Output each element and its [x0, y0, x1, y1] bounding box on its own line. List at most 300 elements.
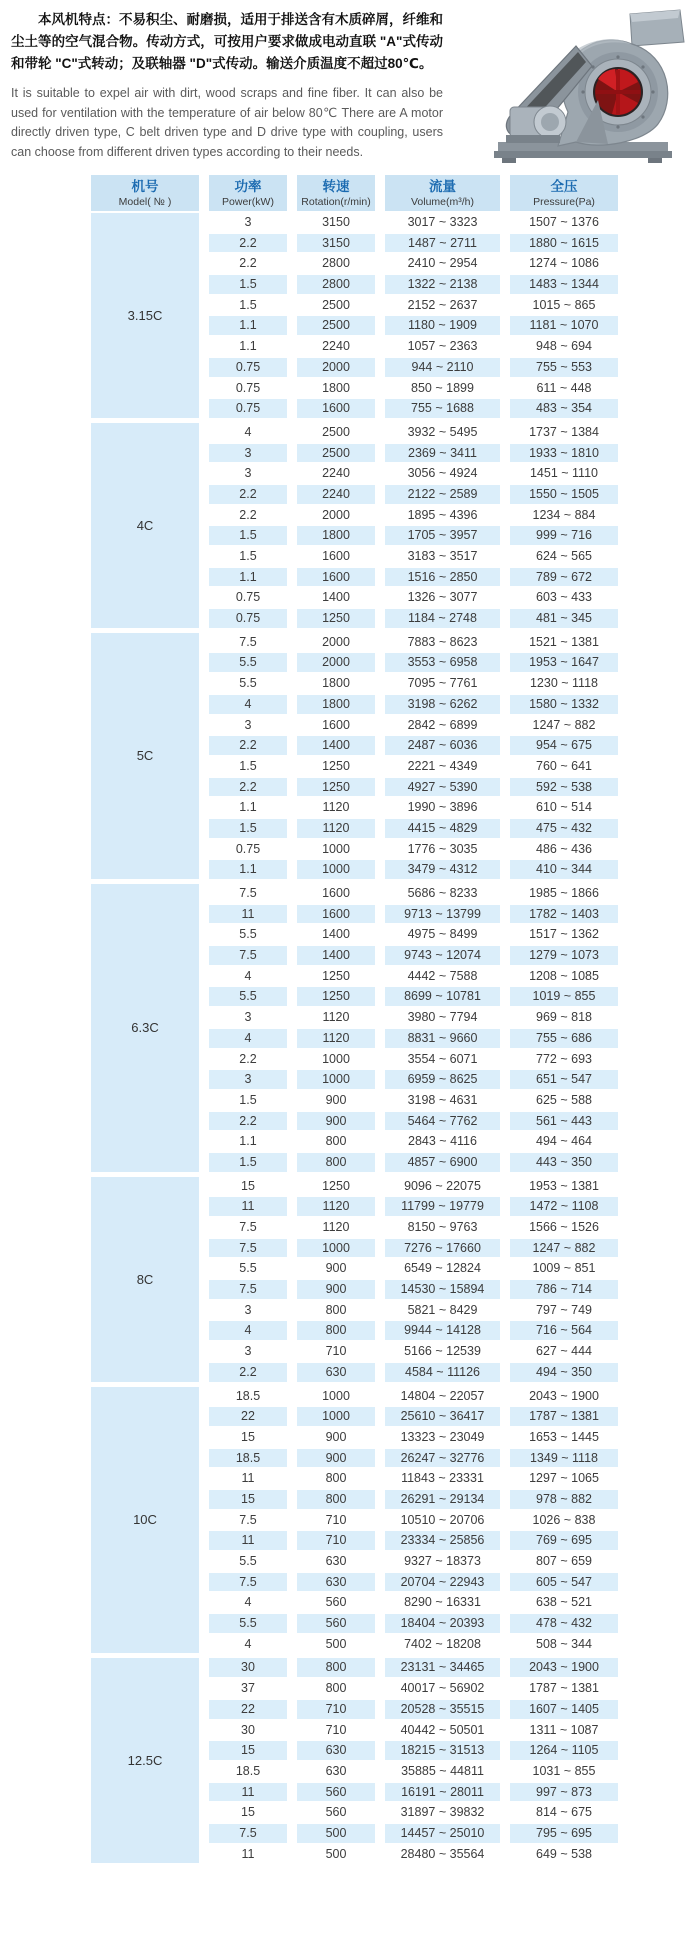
rotation-cell: 3150 — [297, 213, 375, 232]
power-cell: 1.5 — [209, 275, 287, 294]
pressure-cell: 755 ~ 686 — [510, 1029, 618, 1048]
power-cell: 7.5 — [209, 1280, 287, 1299]
header-rotation-zh: 转速 — [322, 178, 350, 194]
rotation-cell: 800 — [297, 1301, 375, 1320]
volume-cell: 6959 ~ 8625 — [385, 1070, 500, 1089]
pressure-cell: 475 ~ 432 — [510, 819, 618, 838]
power-cell: 7.5 — [209, 1239, 287, 1258]
rotation-cell: 1400 — [297, 946, 375, 965]
volume-cell: 9743 ~ 12074 — [385, 946, 500, 965]
pressure-cell: 755 ~ 553 — [510, 358, 618, 377]
power-cell: 3 — [209, 464, 287, 483]
rotation-cell: 1250 — [297, 967, 375, 986]
pressure-cell: 1737 ~ 1384 — [510, 423, 618, 442]
volume-cell: 7883 ~ 8623 — [385, 633, 500, 652]
volume-cell: 1705 ~ 3957 — [385, 526, 500, 545]
header-pressure-zh: 全压 — [550, 178, 578, 194]
rotation-cell: 1400 — [297, 588, 375, 607]
volume-cell: 5464 ~ 7762 — [385, 1112, 500, 1131]
rotation-cell: 2240 — [297, 485, 375, 504]
rotation-cell: 560 — [297, 1803, 375, 1822]
volume-cell: 5166 ~ 12539 — [385, 1342, 500, 1361]
volume-cell: 1776 ~ 3035 — [385, 840, 500, 859]
rotation-cell: 2500 — [297, 316, 375, 335]
power-cell: 3 — [209, 1301, 287, 1320]
pressure-cell: 1031 ~ 855 — [510, 1762, 618, 1781]
power-cell: 1.1 — [209, 860, 287, 879]
power-cell: 7.5 — [209, 1573, 287, 1592]
pressure-cell: 786 ~ 714 — [510, 1280, 618, 1299]
power-cell: 11 — [209, 1197, 287, 1216]
rotation-cell: 2500 — [297, 444, 375, 463]
rotation-cell: 710 — [297, 1531, 375, 1550]
power-cell: 5.5 — [209, 987, 287, 1006]
rotation-cell: 2800 — [297, 254, 375, 273]
header-model-en: Model( № ) — [118, 195, 172, 208]
model-group-8C — [91, 1177, 618, 1382]
pressure-cell: 603 ~ 433 — [510, 588, 618, 607]
volume-cell: 10510 ~ 20706 — [385, 1511, 500, 1530]
rotation-cell: 560 — [297, 1614, 375, 1633]
pressure-cell: 1787 ~ 1381 — [510, 1407, 618, 1426]
power-cell: 0.75 — [209, 609, 287, 628]
volume-cell: 23131 ~ 34465 — [385, 1658, 500, 1677]
pressure-cell: 478 ~ 432 — [510, 1614, 618, 1633]
power-cell: 0.75 — [209, 379, 287, 398]
pressure-cell: 1653 ~ 1445 — [510, 1428, 618, 1447]
rotation-cell: 630 — [297, 1762, 375, 1781]
pressure-cell: 954 ~ 675 — [510, 736, 618, 755]
rotation-cell: 1800 — [297, 674, 375, 693]
volume-cell: 7402 ~ 18208 — [385, 1635, 500, 1654]
power-cell: 1.5 — [209, 757, 287, 776]
pressure-cell: 1311 ~ 1087 — [510, 1721, 618, 1740]
volume-cell: 1487 ~ 2711 — [385, 234, 500, 253]
rotation-cell: 2240 — [297, 464, 375, 483]
power-cell: 18.5 — [209, 1762, 287, 1781]
volume-cell: 2842 ~ 6899 — [385, 716, 500, 735]
volume-cell: 40442 ~ 50501 — [385, 1721, 500, 1740]
rotation-cell: 500 — [297, 1845, 375, 1864]
pressure-cell: 1953 ~ 1381 — [510, 1177, 618, 1196]
volume-cell: 8150 ~ 9763 — [385, 1218, 500, 1237]
pressure-cell: 1517 ~ 1362 — [510, 925, 618, 944]
volume-cell: 2122 ~ 2589 — [385, 485, 500, 504]
volume-cell: 26291 ~ 29134 — [385, 1490, 500, 1509]
rotation-cell: 2000 — [297, 506, 375, 525]
power-cell: 3 — [209, 1070, 287, 1089]
power-cell: 0.75 — [209, 399, 287, 418]
pressure-cell: 807 ~ 659 — [510, 1552, 618, 1571]
pressure-cell: 649 ~ 538 — [510, 1845, 618, 1864]
rotation-cell: 1000 — [297, 1050, 375, 1069]
pressure-cell: 2043 ~ 1900 — [510, 1387, 618, 1406]
centrifugal-fan-illustration — [480, 4, 692, 166]
pressure-cell: 1234 ~ 884 — [510, 506, 618, 525]
volume-cell: 4927 ~ 5390 — [385, 778, 500, 797]
rotation-cell: 2000 — [297, 358, 375, 377]
rotation-cell: 1800 — [297, 379, 375, 398]
power-cell: 1.1 — [209, 337, 287, 356]
header-power-en: Power(kW) — [222, 195, 274, 208]
volume-cell: 1895 ~ 4396 — [385, 506, 500, 525]
volume-cell: 755 ~ 1688 — [385, 399, 500, 418]
volume-cell: 26247 ~ 32776 — [385, 1449, 500, 1468]
power-cell: 5.5 — [209, 925, 287, 944]
volume-cell: 3980 ~ 7794 — [385, 1008, 500, 1027]
rotation-cell: 1600 — [297, 568, 375, 587]
pressure-cell: 1953 ~ 1647 — [510, 653, 618, 672]
rotation-cell: 2240 — [297, 337, 375, 356]
pressure-cell: 1279 ~ 1073 — [510, 946, 618, 965]
header-pressure — [510, 175, 618, 211]
power-cell: 18.5 — [209, 1387, 287, 1406]
rotation-cell: 1600 — [297, 399, 375, 418]
power-cell: 37 — [209, 1679, 287, 1698]
power-cell: 7.5 — [209, 946, 287, 965]
power-cell: 4 — [209, 695, 287, 714]
rotation-cell: 1250 — [297, 609, 375, 628]
rotation-cell: 630 — [297, 1552, 375, 1571]
rotation-cell: 800 — [297, 1490, 375, 1509]
pressure-cell: 1264 ~ 1105 — [510, 1741, 618, 1760]
pressure-cell: 978 ~ 882 — [510, 1490, 618, 1509]
header-volume-zh: 流量 — [429, 178, 456, 194]
rotation-cell: 900 — [297, 1428, 375, 1447]
header-model-zh: 机号 — [131, 178, 159, 194]
pressure-cell: 624 ~ 565 — [510, 547, 618, 566]
rotation-cell: 1120 — [297, 819, 375, 838]
volume-cell: 8831 ~ 9660 — [385, 1029, 500, 1048]
volume-cell: 14457 ~ 25010 — [385, 1824, 500, 1843]
header-volume — [385, 175, 500, 211]
power-cell: 5.5 — [209, 1614, 287, 1633]
power-cell: 4 — [209, 1029, 287, 1048]
pressure-cell: 1787 ~ 1381 — [510, 1679, 618, 1698]
header-power — [209, 175, 287, 211]
model-group-3.15C — [91, 213, 618, 418]
volume-cell: 3553 ~ 6958 — [385, 653, 500, 672]
rotation-cell: 800 — [297, 1469, 375, 1488]
rotation-cell: 1250 — [297, 778, 375, 797]
pressure-cell: 611 ~ 448 — [510, 379, 618, 398]
volume-cell: 3198 ~ 6262 — [385, 695, 500, 714]
pressure-cell: 760 ~ 641 — [510, 757, 618, 776]
power-cell: 1.5 — [209, 819, 287, 838]
pressure-cell: 1274 ~ 1086 — [510, 254, 618, 273]
volume-cell: 18404 ~ 20393 — [385, 1614, 500, 1633]
volume-cell: 13323 ~ 23049 — [385, 1428, 500, 1447]
power-cell: 30 — [209, 1658, 287, 1677]
pressure-cell: 1521 ~ 1381 — [510, 633, 618, 652]
volume-cell: 23334 ~ 25856 — [385, 1531, 500, 1550]
volume-cell: 3198 ~ 4631 — [385, 1091, 500, 1110]
volume-cell: 1057 ~ 2363 — [385, 337, 500, 356]
rotation-cell: 630 — [297, 1363, 375, 1382]
pressure-cell: 1247 ~ 882 — [510, 1239, 618, 1258]
rotation-cell: 1250 — [297, 1177, 375, 1196]
volume-cell: 3017 ~ 3323 — [385, 213, 500, 232]
model-cell: 8C — [91, 1177, 199, 1382]
rotation-cell: 710 — [297, 1721, 375, 1740]
pressure-cell: 1181 ~ 1070 — [510, 316, 618, 335]
power-cell: 2.2 — [209, 254, 287, 273]
power-cell: 15 — [209, 1177, 287, 1196]
power-cell: 11 — [209, 1783, 287, 1802]
volume-cell: 11799 ~ 19779 — [385, 1197, 500, 1216]
volume-cell: 35885 ~ 44811 — [385, 1762, 500, 1781]
power-cell: 15 — [209, 1428, 287, 1447]
power-cell: 11 — [209, 1845, 287, 1864]
volume-cell: 25610 ~ 36417 — [385, 1407, 500, 1426]
power-cell: 18.5 — [209, 1449, 287, 1468]
model-group-10C — [91, 1387, 618, 1654]
pressure-cell: 1472 ~ 1108 — [510, 1197, 618, 1216]
rotation-cell: 1000 — [297, 1239, 375, 1258]
volume-cell: 5821 ~ 8429 — [385, 1301, 500, 1320]
pressure-cell: 1483 ~ 1344 — [510, 275, 618, 294]
intro-text-block — [11, 9, 443, 162]
rotation-cell: 900 — [297, 1112, 375, 1131]
power-cell: 7.5 — [209, 1218, 287, 1237]
volume-cell: 2221 ~ 4349 — [385, 757, 500, 776]
rotation-cell: 1600 — [297, 884, 375, 903]
pressure-cell: 1230 ~ 1118 — [510, 674, 618, 693]
rotation-cell: 1600 — [297, 905, 375, 924]
pressure-cell: 797 ~ 749 — [510, 1301, 618, 1320]
volume-cell: 7095 ~ 7761 — [385, 674, 500, 693]
rotation-cell: 900 — [297, 1259, 375, 1278]
pressure-cell: 1580 ~ 1332 — [510, 695, 618, 714]
rotation-cell: 500 — [297, 1824, 375, 1843]
intro-section — [0, 0, 700, 162]
pressure-cell: 494 ~ 350 — [510, 1363, 618, 1382]
power-cell: 1.5 — [209, 526, 287, 545]
volume-cell: 1184 ~ 2748 — [385, 609, 500, 628]
rotation-cell: 1000 — [297, 840, 375, 859]
rotation-cell: 1000 — [297, 1407, 375, 1426]
power-cell: 4 — [209, 423, 287, 442]
pressure-cell: 789 ~ 672 — [510, 568, 618, 587]
rotation-cell: 710 — [297, 1342, 375, 1361]
power-cell: 3 — [209, 444, 287, 463]
spec-table — [91, 175, 618, 1863]
volume-cell: 1180 ~ 1909 — [385, 316, 500, 335]
power-cell: 15 — [209, 1490, 287, 1509]
pressure-cell: 997 ~ 873 — [510, 1783, 618, 1802]
volume-cell: 3183 ~ 3517 — [385, 547, 500, 566]
pressure-cell: 769 ~ 695 — [510, 1531, 618, 1550]
volume-cell: 40017 ~ 56902 — [385, 1679, 500, 1698]
volume-cell: 14804 ~ 22057 — [385, 1387, 500, 1406]
volume-cell: 8699 ~ 10781 — [385, 987, 500, 1006]
power-cell: 0.75 — [209, 588, 287, 607]
volume-cell: 9096 ~ 22075 — [385, 1177, 500, 1196]
rotation-cell: 900 — [297, 1280, 375, 1299]
rotation-cell: 2800 — [297, 275, 375, 294]
rotation-cell: 900 — [297, 1091, 375, 1110]
rotation-cell: 1400 — [297, 736, 375, 755]
power-cell: 15 — [209, 1741, 287, 1760]
power-cell: 2.2 — [209, 506, 287, 525]
header-model — [91, 175, 199, 211]
volume-cell: 4442 ~ 7588 — [385, 967, 500, 986]
power-cell: 11 — [209, 1469, 287, 1488]
pressure-cell: 969 ~ 818 — [510, 1008, 618, 1027]
rotation-cell: 800 — [297, 1132, 375, 1151]
volume-cell: 2843 ~ 4116 — [385, 1132, 500, 1151]
pressure-cell: 592 ~ 538 — [510, 778, 618, 797]
intro-paragraph-chinese: 本风机特点：不易积尘、耐磨损，适用于排送含有木质碎屑，纤维和尘土等的空气混合物。传动方式，可按用户要求做成电动直联 "A"式传动和带轮 "C"式转动；及联轴器 "D"式传动。输送介质温度不超过80℃。 — [11, 12, 443, 71]
power-cell: 1.1 — [209, 1132, 287, 1151]
power-cell: 1.5 — [209, 1091, 287, 1110]
rotation-cell: 800 — [297, 1679, 375, 1698]
rotation-cell: 1000 — [297, 860, 375, 879]
volume-cell: 4975 ~ 8499 — [385, 925, 500, 944]
rotation-cell: 1400 — [297, 925, 375, 944]
volume-cell: 4415 ~ 4829 — [385, 819, 500, 838]
power-cell: 2.2 — [209, 736, 287, 755]
pressure-cell: 625 ~ 588 — [510, 1091, 618, 1110]
volume-cell: 3554 ~ 6071 — [385, 1050, 500, 1069]
power-cell: 5.5 — [209, 1552, 287, 1571]
table-header-row — [91, 175, 618, 211]
power-cell: 1.1 — [209, 798, 287, 817]
rotation-cell: 1000 — [297, 1070, 375, 1089]
rotation-cell: 710 — [297, 1700, 375, 1719]
volume-cell: 16191 ~ 28011 — [385, 1783, 500, 1802]
power-cell: 15 — [209, 1803, 287, 1822]
model-cell: 6.3C — [91, 884, 199, 1172]
rotation-cell: 800 — [297, 1153, 375, 1172]
rotation-cell: 1250 — [297, 987, 375, 1006]
power-cell: 3 — [209, 1342, 287, 1361]
rotation-cell: 500 — [297, 1635, 375, 1654]
pressure-cell: 1451 ~ 1110 — [510, 464, 618, 483]
pressure-cell: 1208 ~ 1085 — [510, 967, 618, 986]
power-cell: 4 — [209, 1635, 287, 1654]
volume-cell: 3932 ~ 5495 — [385, 423, 500, 442]
pressure-cell: 605 ~ 547 — [510, 1573, 618, 1592]
power-cell: 4 — [209, 1321, 287, 1340]
power-cell: 3 — [209, 213, 287, 232]
rotation-cell: 1120 — [297, 1197, 375, 1216]
volume-cell: 1326 ~ 3077 — [385, 588, 500, 607]
pressure-cell: 486 ~ 436 — [510, 840, 618, 859]
rotation-cell: 560 — [297, 1783, 375, 1802]
model-group-5C — [91, 633, 618, 879]
rotation-cell: 710 — [297, 1511, 375, 1530]
power-cell: 2.2 — [209, 1050, 287, 1069]
model-cell: 10C — [91, 1387, 199, 1654]
rotation-cell: 630 — [297, 1573, 375, 1592]
pressure-cell: 610 ~ 514 — [510, 798, 618, 817]
pressure-cell: 1566 ~ 1526 — [510, 1218, 618, 1237]
volume-cell: 7276 ~ 17660 — [385, 1239, 500, 1258]
volume-cell: 2487 ~ 6036 — [385, 736, 500, 755]
volume-cell: 20704 ~ 22943 — [385, 1573, 500, 1592]
power-cell: 2.2 — [209, 1112, 287, 1131]
power-cell: 5.5 — [209, 1259, 287, 1278]
pressure-cell: 1550 ~ 1505 — [510, 485, 618, 504]
pressure-cell: 561 ~ 443 — [510, 1112, 618, 1131]
pressure-cell: 483 ~ 354 — [510, 399, 618, 418]
volume-cell: 944 ~ 2110 — [385, 358, 500, 377]
pressure-cell: 410 ~ 344 — [510, 860, 618, 879]
header-rotation-en: Rotation(r/min) — [301, 195, 371, 208]
pressure-cell: 1009 ~ 851 — [510, 1259, 618, 1278]
rotation-cell: 1120 — [297, 1008, 375, 1027]
header-power-zh: 功率 — [234, 178, 262, 194]
pressure-cell: 1607 ~ 1405 — [510, 1700, 618, 1719]
model-cell: 4C — [91, 423, 199, 628]
volume-cell: 1516 ~ 2850 — [385, 568, 500, 587]
power-cell: 2.2 — [209, 1363, 287, 1382]
volume-cell: 18215 ~ 31513 — [385, 1741, 500, 1760]
rotation-cell: 2000 — [297, 653, 375, 672]
volume-cell: 2369 ~ 3411 — [385, 444, 500, 463]
rotation-cell: 3150 — [297, 234, 375, 253]
pressure-cell: 443 ~ 350 — [510, 1153, 618, 1172]
intro-paragraph-english: It is suitable to expel air with dirt, wood scraps and fine fiber. It can also be used for ventilation with the temperature of air below 80℃ There are A motor directly driven type, C belt driven type and D drive type with coupling, users can choose from different driven types according to their needs. — [11, 86, 443, 159]
pressure-cell: 1880 ~ 1615 — [510, 234, 618, 253]
rotation-cell: 1120 — [297, 1218, 375, 1237]
model-group-4C — [91, 423, 618, 628]
volume-cell: 31897 ~ 39832 — [385, 1803, 500, 1822]
pressure-cell: 1297 ~ 1065 — [510, 1469, 618, 1488]
power-cell: 3 — [209, 716, 287, 735]
pressure-cell: 1507 ~ 1376 — [510, 213, 618, 232]
pressure-cell: 772 ~ 693 — [510, 1050, 618, 1069]
volume-cell: 3479 ~ 4312 — [385, 860, 500, 879]
fan-product-photo — [480, 4, 692, 166]
rotation-cell: 1800 — [297, 695, 375, 714]
pressure-cell: 1782 ~ 1403 — [510, 905, 618, 924]
pressure-cell: 627 ~ 444 — [510, 1342, 618, 1361]
power-cell: 22 — [209, 1407, 287, 1426]
rotation-cell: 1250 — [297, 757, 375, 776]
pressure-cell: 814 ~ 675 — [510, 1803, 618, 1822]
volume-cell: 6549 ~ 12824 — [385, 1259, 500, 1278]
power-cell: 2.2 — [209, 485, 287, 504]
power-cell: 0.75 — [209, 358, 287, 377]
power-cell: 2.2 — [209, 778, 287, 797]
power-cell: 11 — [209, 905, 287, 924]
volume-cell: 1322 ~ 2138 — [385, 275, 500, 294]
volume-cell: 20528 ~ 35515 — [385, 1700, 500, 1719]
header-pressure-en: Pressure(Pa) — [533, 195, 595, 208]
rotation-cell: 1120 — [297, 1029, 375, 1048]
power-cell: 7.5 — [209, 1824, 287, 1843]
pressure-cell: 1019 ~ 855 — [510, 987, 618, 1006]
pressure-cell: 716 ~ 564 — [510, 1321, 618, 1340]
rotation-cell: 2500 — [297, 423, 375, 442]
pressure-cell: 651 ~ 547 — [510, 1070, 618, 1089]
volume-cell: 11843 ~ 23331 — [385, 1469, 500, 1488]
model-cell: 5C — [91, 633, 199, 879]
pressure-cell: 795 ~ 695 — [510, 1824, 618, 1843]
power-cell: 11 — [209, 1531, 287, 1550]
volume-cell: 14530 ~ 15894 — [385, 1280, 500, 1299]
volume-cell: 3056 ~ 4924 — [385, 464, 500, 483]
volume-cell: 28480 ~ 35564 — [385, 1845, 500, 1864]
rotation-cell: 2000 — [297, 633, 375, 652]
volume-cell: 4584 ~ 11126 — [385, 1363, 500, 1382]
power-cell: 22 — [209, 1700, 287, 1719]
volume-cell: 9713 ~ 13799 — [385, 905, 500, 924]
volume-cell: 9944 ~ 14128 — [385, 1321, 500, 1340]
model-cell: 12.5C — [91, 1658, 199, 1863]
